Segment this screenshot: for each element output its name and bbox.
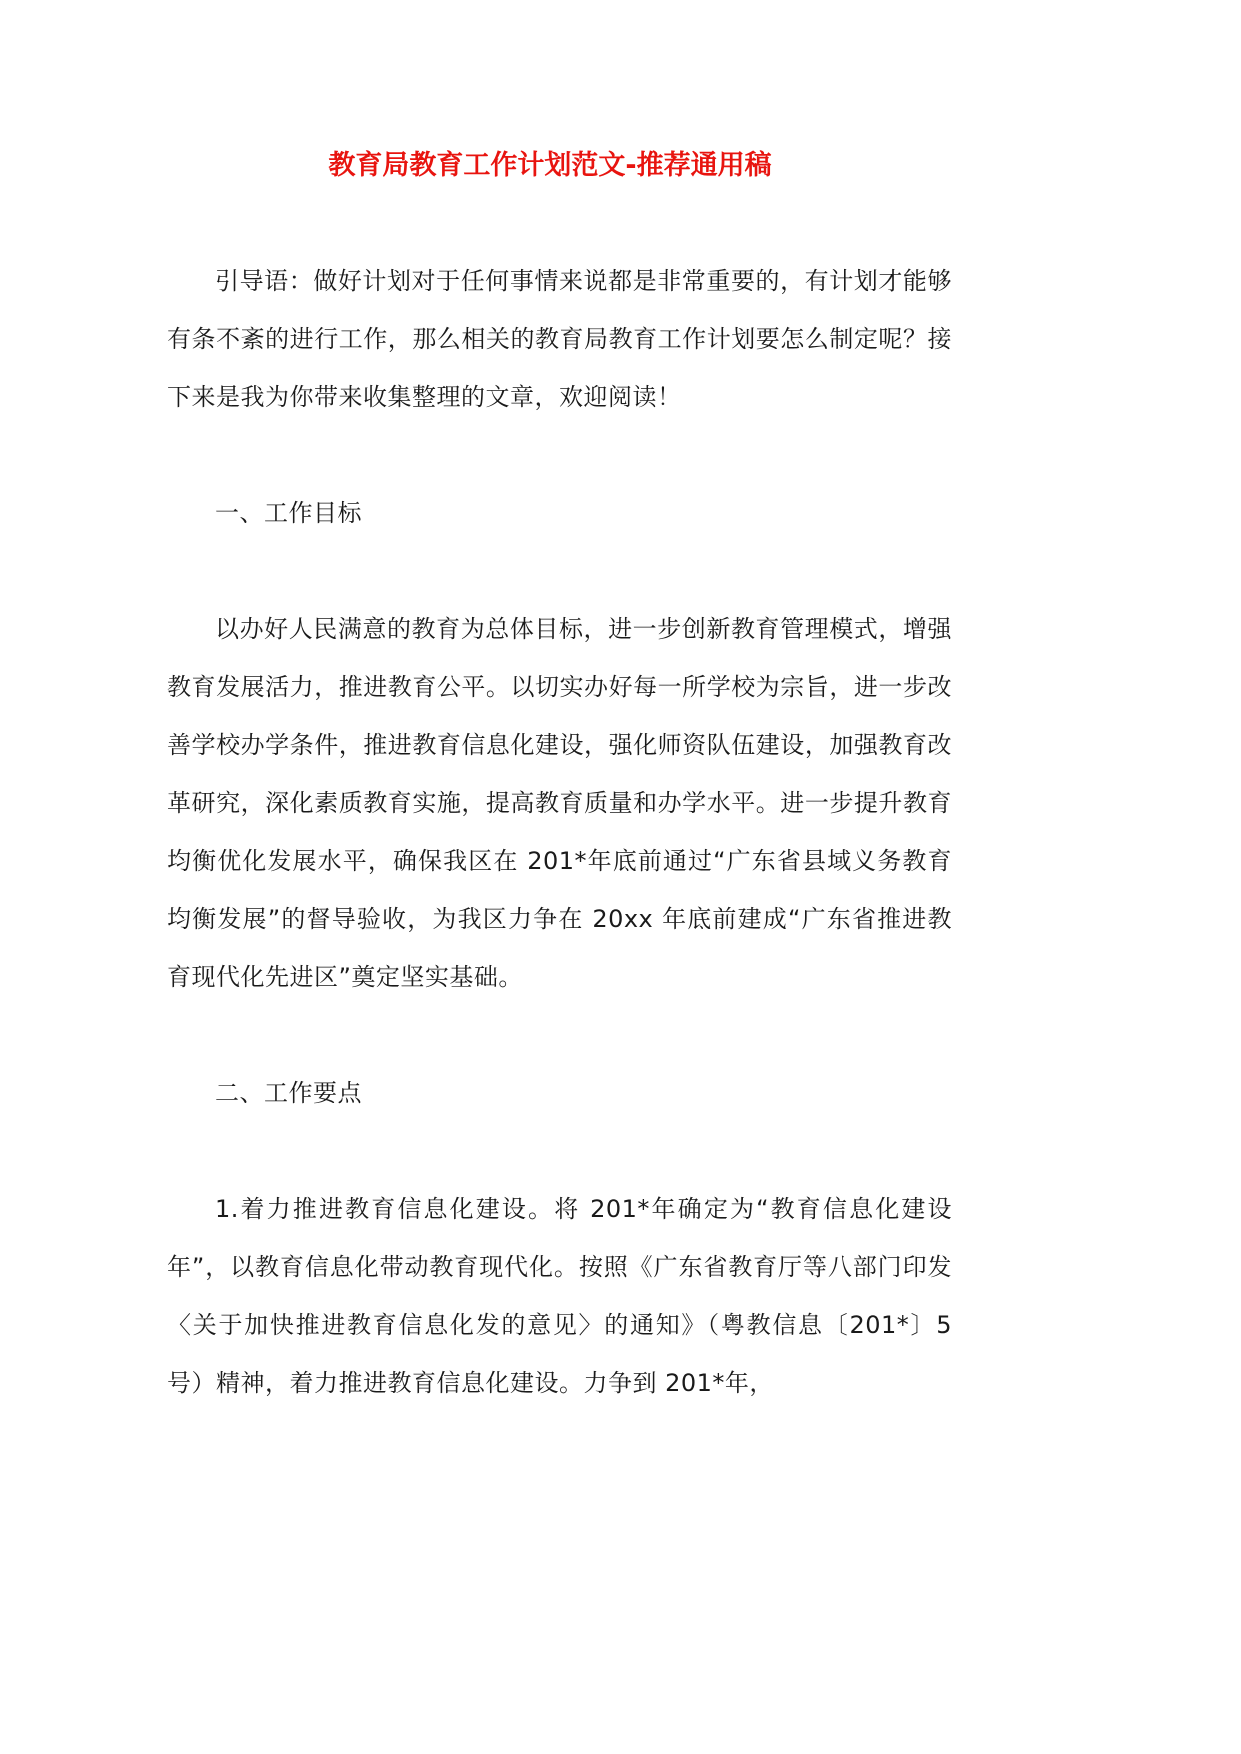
document-title: 教育局教育工作计划范文-推荐通用稿 <box>328 150 772 181</box>
section-body-goals: 以办好人民满意的教育为总体目标，进一步创新教育管理模式，增强教育发展活力，推进教育公平。以切实办好每一所学校为宗旨，进一步改善学校办学条件，推进教育信息化建设，强化师资队伍建设，加强教育改革研究，深化素质教育实施，提高教育质量和办学水平。进一步提升教育均衡优化发展水平，确保我区在 201*年底前通过“广东省县域义务教育均衡发展”的督导验收，为我区力争在 20xx 年底前建成“广东省推进教育现代化先进区”奠定坚实基础。 <box>167 615 952 991</box>
section-heading-key-points: 二、工作要点 <box>215 1079 362 1107</box>
key-point-item-1: 1.着力推进教育信息化建设。将 201*年确定为“教育信息化建设年”，以教育信息化带动教育现代化。按照《广东省教育厅等八部门印发〈关于加快推进教育信息化发的意见〉的通知》（粤教信息〔201*〕5 号）精神，着力推进教育信息化建设。力争到 201*年， <box>167 1195 952 1397</box>
intro-paragraph: 引导语：做好计划对于任何事情来说都是非常重要的，有计划才能够有条不紊的进行工作，那么相关的教育局教育工作计划要怎么制定呢？接下来是我为你带来收集整理的文章，欢迎阅读！ <box>167 267 952 411</box>
section-heading-goals: 一、工作目标 <box>215 499 362 527</box>
